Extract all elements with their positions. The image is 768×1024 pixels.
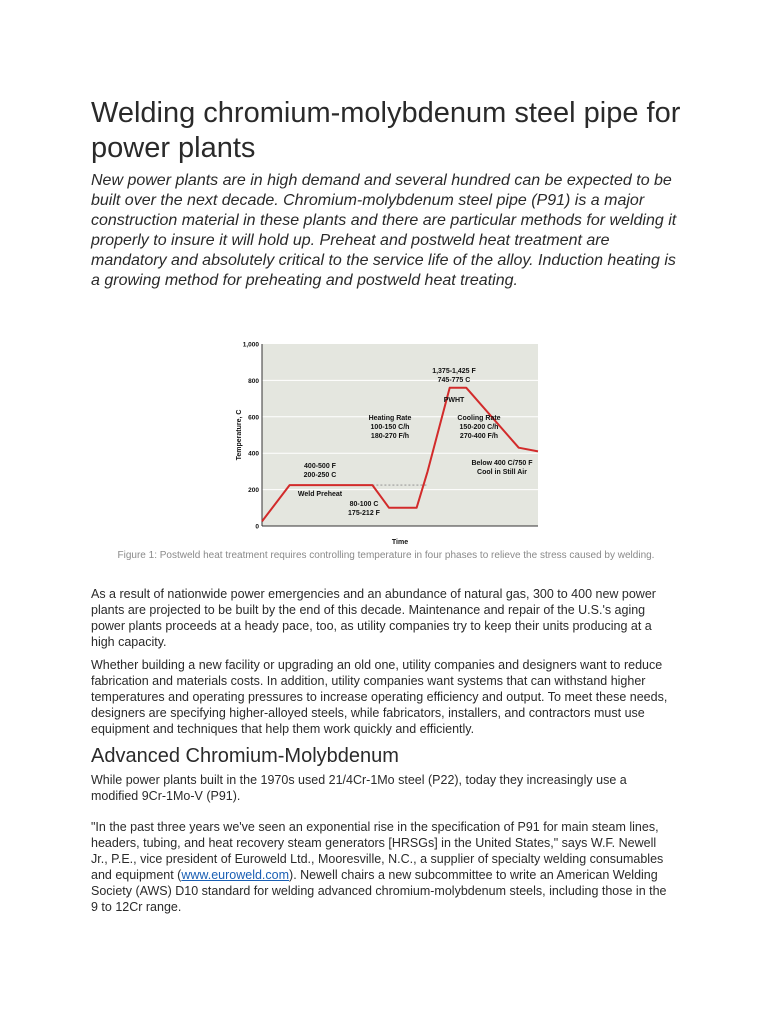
paragraph-4-text-after: ). Newell chairs a new subcommittee to write an American Welding Society (AWS) D10 standard for welding advanced chromium-molybdenum steels, including those in the 9 to 12Cr range. <box>91 868 667 914</box>
article-title: Welding chromium-molybdenum steel pipe for power plants <box>91 97 681 164</box>
paragraph-3: While power plants built in the 1970s used 21/4Cr-1Mo steel (P22), today they increasingly use a modified 9Cr-1Mo-V (P91). <box>91 773 627 803</box>
annotation-preheat-temp: 200-250 C <box>303 472 337 479</box>
y-tick-label: 600 <box>248 414 259 422</box>
annotation-heating-rate: 100-150 C/h <box>370 424 410 431</box>
annotation-weld-preheat: Weld Preheat <box>297 491 343 498</box>
annotation-cool-air: Cool in Still Air <box>477 469 527 476</box>
annotation-pwht-temp: 1,375-1,425 F <box>432 368 476 375</box>
section-heading: Advanced Chromium-Molybdenum <box>91 745 399 767</box>
paragraph-1: As a result of nationwide power emergencies and an abundance of natural gas, 300 to 400 new power plants are projected to be built by the end of this decade. Maintenance and repair of the U.S.'s aging power plants proceeds at a heady pace, too, as utility companies try to keep their units producing at a high capacity. <box>91 587 656 649</box>
pwht-chart <box>232 334 542 546</box>
y-tick-label: 800 <box>248 377 259 385</box>
y-tick-label: 400 <box>248 450 259 458</box>
y-axis-label: Temperature, C <box>236 409 243 461</box>
y-tick-label: 200 <box>248 487 259 495</box>
annotation-interpass: 175-212 F <box>348 510 380 517</box>
paragraph-4 <box>91 819 676 915</box>
annotation-cooling-rate: Cooling Rate <box>457 415 501 422</box>
euroweld-link[interactable]: www.euroweld.com <box>181 868 290 882</box>
annotation-pwht-temp: 745-775 C <box>437 377 471 384</box>
annotation-heating-rate: 180-270 F/h <box>370 433 410 440</box>
figure-1 <box>232 334 542 546</box>
annotation-preheat-temp: 400-500 F <box>304 463 336 470</box>
paragraph-4-text-before: "In the past three years we've seen an exponential rise in the specification of P91 for main steam lines, headers, tubing, and heat recovery steam generators [HRSGs] in the United States," says W.F. Newell Jr., P.E., vice president of Euroweld Ltd., Mooresville, N.C., a supplier of specialty welding consumables and equipment ( <box>91 820 664 882</box>
paragraph-2: Whether building a new facility or upgrading an old one, utility companies and designers want to reduce fabrication and materials costs. In addition, utility companies want systems that can withstand higher temperatures and operating pressures to increase operating efficiency and output. To meet these needs, designers are specifying higher-alloyed steels, while fabricators, installers, and contractors must use equipment and techniques that help them work quickly and efficiently. <box>91 658 668 736</box>
y-tick-label: 1,000 <box>242 341 259 349</box>
annotation-cooling-rate: 150-200 C/h <box>459 424 499 431</box>
annotation-pwht: PWHT <box>443 397 465 404</box>
y-tick-label: 0 <box>255 523 259 531</box>
annotation-cooling-rate: 270-400 F/h <box>459 433 499 440</box>
annotation-cool-air: Below 400 C/750 F <box>471 460 533 467</box>
annotation-heating-rate: Heating Rate <box>368 415 412 422</box>
figure-caption: Figure 1: Postweld heat treatment requires controlling temperature in four phases to relieve the stress caused by welding. <box>117 550 655 561</box>
article-lead: New power plants are in high demand and several hundred can be expected to be built over the next decade. Chromium-molybdenum steel pipe (P91) is a major construction material in these plants and there are particular methods for welding it properly to insure it will hold up. Preheat and postweld heat treatment are mandatory and absolutely critical to the service life of the alloy. Induction heating is a growing method for preheating and postweld heat treating. <box>91 172 677 289</box>
annotation-interpass: 80-100 C <box>349 501 379 508</box>
x-axis-label: Time <box>391 539 409 546</box>
